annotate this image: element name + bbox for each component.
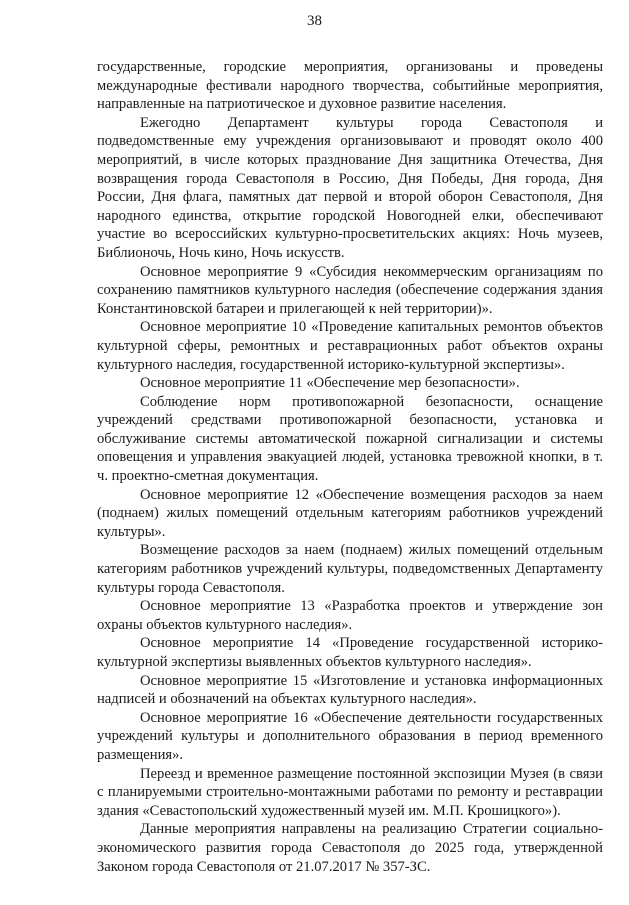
paragraph-measure-16: Основное мероприятие 16 «Обеспечение деятельности государственных учреждений культуры и дополнительного образования в период временного размещения». — [97, 709, 603, 763]
paragraph-measure-15: Основное мероприятие 15 «Изготовление и установка информационных надписей и обозначений на объектах культурного наследия». — [97, 672, 603, 708]
paragraph-museum-relocation: Переезд и временное размещение постоянной экспозиции Музея (в связи с планируемыми строительно-монтажными работами по ремонту и реставрации здания «Севастопольский художественный музей им. М.П. Крошицкого»). — [97, 765, 603, 819]
paragraph-rent-compensation: Возмещение расходов за наем (поднаем) жилых помещений отдельным категориям работников учреждений культуры, подведомственных Департаменту культуры города Севастополя. — [97, 542, 603, 596]
paragraph-measure-12: Основное мероприятие 12 «Обеспечение возмещения расходов за наем (поднаем) жилых помещений отдельным категориям работников учреждений культуры». — [97, 486, 603, 540]
document-body — [97, 58, 603, 876]
page-number: 38 — [307, 13, 322, 29]
paragraph-measure-13: Основное мероприятие 13 «Разработка проектов и утверждение зон охраны объектов культурного наследия». — [97, 598, 603, 633]
paragraph-fire-safety: Соблюдение норм противопожарной безопасности, оснащение учреждений средствами противопожарной безопасности, установка и обслуживание системы автоматической пожарной сигнализации и системы оповещения и управления эвакуацией людей, установка тревожной кнопки, в т. ч. проектно-сметная документация. — [97, 393, 603, 485]
paragraph-continuation: государственные, городские мероприятия, организованы и проведены международные фестивали народного творчества, событийные мероприятия, направленные на патриотическое и духовное развитие населения. — [97, 59, 603, 113]
paragraph-measure-11: Основное мероприятие 11 «Обеспечение мер безопасности». — [140, 375, 520, 392]
paragraph-measure-10: Основное мероприятие 10 «Проведение капитальных ремонтов объектов культурной сферы, ремонтных и реставрационных работ объектов охраны культурного наследия, государственной историко-культурной экспертизы». — [97, 319, 603, 373]
paragraph-measure-9: Основное мероприятие 9 «Субсидия некоммерческим организациям по сохранению памятников культурного наследия (обеспечение содержания здания Константиновской батареи и прилегающей к ней территории)». — [97, 263, 603, 317]
paragraph-strategy: Данные мероприятия направлены на реализацию Стратегии социально-экономического развития города Севастополя до 2025 года, утвержденной Законом города Севастополя от 21.07.2017 № 357-ЗС. — [97, 821, 603, 875]
paragraph-measure-14: Основное мероприятие 14 «Проведение государственной историко-культурной экспертизы выявленных объектов культурного наследия». — [97, 635, 603, 670]
paragraph-annual-events: Ежегодно Департамент культуры города Севастополя и подведомственные ему учреждения организовывают и проводят около 400 мероприятий, в числе которых празднование Дня защитника Отечества, Дня возвращения города Севастополя в Россию, Дня Победы, Дня города, Дня России, Дня флага, памятных дат первой и второй оборон Севастополя, Дня народного единства, открытие городской Новогодней елки, обеспечивают участие во всероссийских культурно-просветительских акциях: Ночь музеев, Библионочь, Ночь кино, Ночь искусств. — [97, 114, 603, 261]
